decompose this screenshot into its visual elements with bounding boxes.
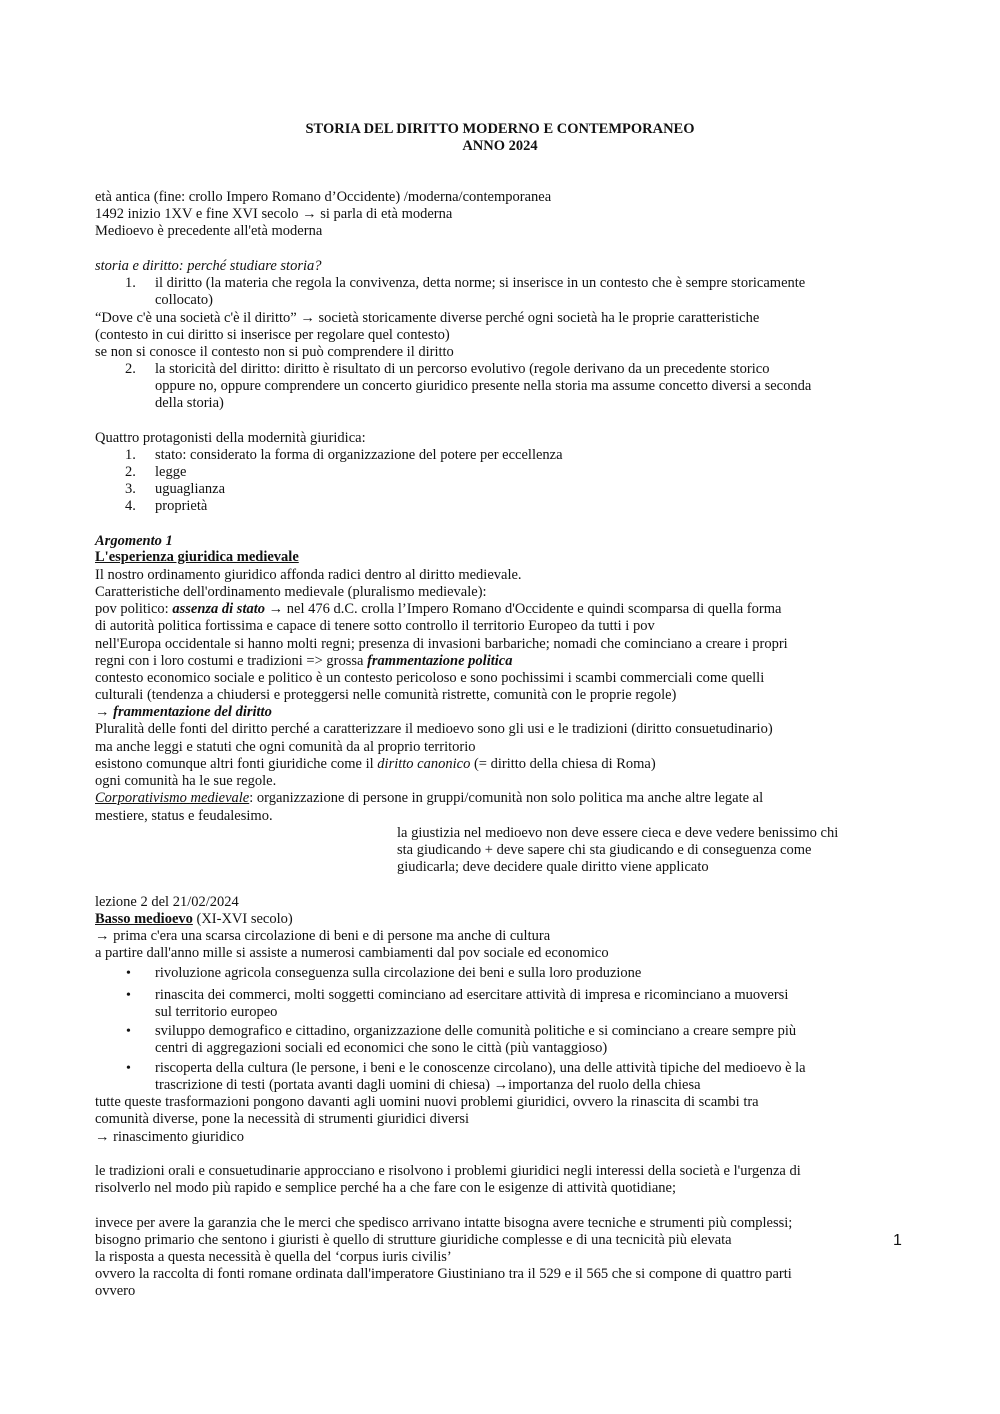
paragraph-line: mestiere, status e feudalesimo. [95, 808, 273, 824]
paragraph-line: regni con i loro costumi e tradizioni => grossa frammentazione politica [95, 653, 513, 669]
list-number: 3. [125, 481, 136, 497]
list-number: 2. [125, 464, 136, 480]
paragraph-line: le tradizioni orali e consuetudinarie approcciano e risolvono i problemi giuridici negli interessi della società e l'urgenza di [95, 1163, 801, 1179]
list-item-text: collocato) [155, 292, 213, 308]
document-title: STORIA DEL DIRITTO MODERNO E CONTEMPORANEO [305, 121, 695, 137]
paragraph-line: nell'Europa occidentale si hanno molti regni; presenza di invasioni barbariche; nomadi che cominciano a creare i propri [95, 636, 788, 652]
intro-line: 1492 inizio 1XV e fine XVI secolo → si parla di età moderna [95, 206, 453, 222]
paragraph-line: culturali (tendenza a chiudersi e proteggersi nelle comunità ristrette, comunità con le proprie regole) [95, 687, 677, 703]
paragraph-line: invece per avere la garanzia che le merci che spedisco arrivano intatte bisogna avere tecniche e strumenti più complessi; [95, 1215, 793, 1231]
bullet-icon: • [126, 988, 131, 1003]
paragraph-line: comunità diverse, pone la necessità di strumenti giuridici diversi [95, 1111, 470, 1127]
section-heading-storia: storia e diritto: perché studiare storia? [95, 258, 322, 274]
intro-line: età antica (fine: crollo Impero Romano d’Occidente) /moderna/contemporanea [95, 189, 552, 205]
bullet-text: trascrizione di testi (portata avanti dagli uomini di chiesa) →importanza del ruolo della chiesa [155, 1077, 701, 1093]
lesson-date: lezione 2 del 21/02/2024 [95, 894, 239, 910]
paragraph-line: Caratteristiche dell'ordinamento medievale (pluralismo medievale): [95, 584, 487, 600]
paragraph-line: ovvero [95, 1283, 136, 1299]
list-item-text: della storia) [155, 395, 224, 411]
list-item-text: la storicità del diritto: diritto è risultato di un percorso evolutivo (regole derivano da un precedente storico [155, 361, 770, 377]
section-heading-protagonisti: Quattro protagonisti della modernità giuridica: [95, 430, 366, 446]
paragraph-line: se non si conosce il contesto non si può comprendere il diritto [95, 344, 454, 360]
list-item-text: legge [155, 464, 187, 480]
paragraph-line: Corporativismo medievale: organizzazione di persone in gruppi/comunità non solo politica ma anche altre legate al [95, 790, 764, 806]
side-note-line: giudicarla; deve decidere quale diritto viene applicato [397, 859, 709, 875]
side-note-line: la giustizia nel medioevo non deve essere cieca e deve vedere benissimo chi [397, 825, 839, 841]
emphasis: frammentazione politica [367, 653, 513, 669]
intro-line: Medioevo è precedente all'età moderna [95, 223, 323, 239]
bullet-text: sviluppo demografico e cittadino, organizzazione delle comunità politiche e si cominciano a creare sempre più [155, 1023, 797, 1039]
paragraph-line: di autorità politica fortissima e capace di tenere sotto controllo il territorio Europeo da tutti i pov [95, 618, 655, 634]
bullet-icon: • [126, 966, 131, 981]
paragraph-line: → prima c'era una scarsa circolazione di beni e di persone ma anche di cultura [95, 928, 551, 944]
paragraph-line: bisogno primario che sentono i giuristi è quello di strutture giuridiche complesse e di una tecnicità più elevata [95, 1232, 732, 1248]
argomento-label: Argomento 1 [95, 533, 173, 549]
list-item-text: il diritto (la materia che regola la convivenza, detta norme; si inserisce in un contesto che è sempre storicamente [155, 275, 806, 291]
bullet-text: rivoluzione agricola conseguenza sulla circolazione dei beni e sulla loro produzione [155, 965, 642, 981]
bullet-text: riscoperta della cultura (le persone, i beni e le conoscenze circolano), una delle attività tipiche del medioevo è la [155, 1060, 806, 1076]
paragraph-line: pov politico: assenza di stato → nel 476 d.C. crolla l’Impero Romano d'Occidente e quindi scomparsa di quella forma [95, 601, 782, 617]
emphasis: diritto canonico [377, 756, 471, 772]
paragraph-line: tutte queste trasformazioni pongono davanti agli uomini nuovi problemi giuridici, ovvero la rinascita di scambi tra [95, 1094, 759, 1110]
list-item-text: uguaglianza [155, 481, 226, 497]
paragraph-line: a partire dall'anno mille si assiste a numerosi cambiamenti dal pov sociale ed economico [95, 945, 609, 961]
list-number: 4. [125, 498, 136, 514]
paragraph-line: “Dove c'è una società c'è il diritto” → società storicamente diverse perché ogni società ha le proprie caratteristiche [95, 310, 760, 326]
document-subtitle: ANNO 2024 [462, 138, 538, 154]
bullet-text: sul territorio europeo [155, 1004, 278, 1020]
paragraph-line: Il nostro ordinamento giuridico affonda radici dentro al diritto medievale. [95, 567, 522, 583]
paragraph-line: (contesto in cui diritto si inserisce per regolare quel contesto) [95, 327, 450, 343]
paragraph-line: ma anche leggi e statuti che ogni comunità da al proprio territorio [95, 739, 476, 755]
bullet-text: rinascita dei commerci, molti soggetti cominciano ad esercitare attività di impresa e ricominciano a muoversi [155, 987, 789, 1003]
paragraph-line: Pluralità delle fonti del diritto perché a caratterizzare il medioevo sono gli usi e le tradizioni (diritto consuetudinario) [95, 721, 773, 737]
list-item-text: proprietà [155, 498, 208, 514]
argomento-title: L'esperienza giuridica medievale [95, 549, 299, 565]
paragraph-line: esistono comunque altri fonti giuridiche come il diritto canonico (= diritto della chiesa di Roma) [95, 756, 656, 772]
basso-medioevo-title: Basso medioevo [95, 911, 193, 927]
list-number: 2. [125, 361, 136, 377]
bullet-text: centri di aggregazioni sociali ed economici che sono le città (più vantaggioso) [155, 1040, 608, 1056]
section-title: Basso medioevo (XI-XVI secolo) [95, 911, 293, 927]
paragraph-line: risolverlo nel modo più rapido e semplice perché ha a che fare con le esigenze di attività quotidiane; [95, 1180, 676, 1196]
emphasis: frammentazione del diritto [113, 704, 272, 720]
paragraph-line: ogni comunità ha le sue regole. [95, 773, 277, 789]
paragraph-line: contesto economico sociale e politico è un contesto pericoloso e sono pochissimi i scambi commerciali come quelli [95, 670, 765, 686]
page-number: 1 [893, 1232, 902, 1249]
list-number: 1. [125, 275, 136, 291]
list-item-text: stato: considerato la forma di organizzazione del potere per eccellenza [155, 447, 563, 463]
side-note-line: sta giudicando + deve sapere chi sta giudicando e di conseguenza come [397, 842, 812, 858]
paragraph-line: → rinascimento giuridico [95, 1129, 244, 1145]
bullet-icon: • [126, 1061, 131, 1076]
paragraph-line: → frammentazione del diritto [95, 704, 272, 720]
paragraph-line: la risposta a questa necessità è quella del ‘corpus iuris civilis’ [95, 1249, 452, 1265]
bullet-icon: • [126, 1024, 131, 1039]
list-item-text: oppure no, oppure comprendere un concerto giuridico presente nella storia ma assume concetto diversi a seconda [155, 378, 812, 394]
emphasis: Corporativismo medievale [95, 790, 250, 806]
list-number: 1. [125, 447, 136, 463]
paragraph-line: ovvero la raccolta di fonti romane ordinata dall'imperatore Giustiniano tra il 529 e il 565 che si compone di quattro parti [95, 1266, 792, 1282]
emphasis: assenza di stato [172, 601, 266, 617]
